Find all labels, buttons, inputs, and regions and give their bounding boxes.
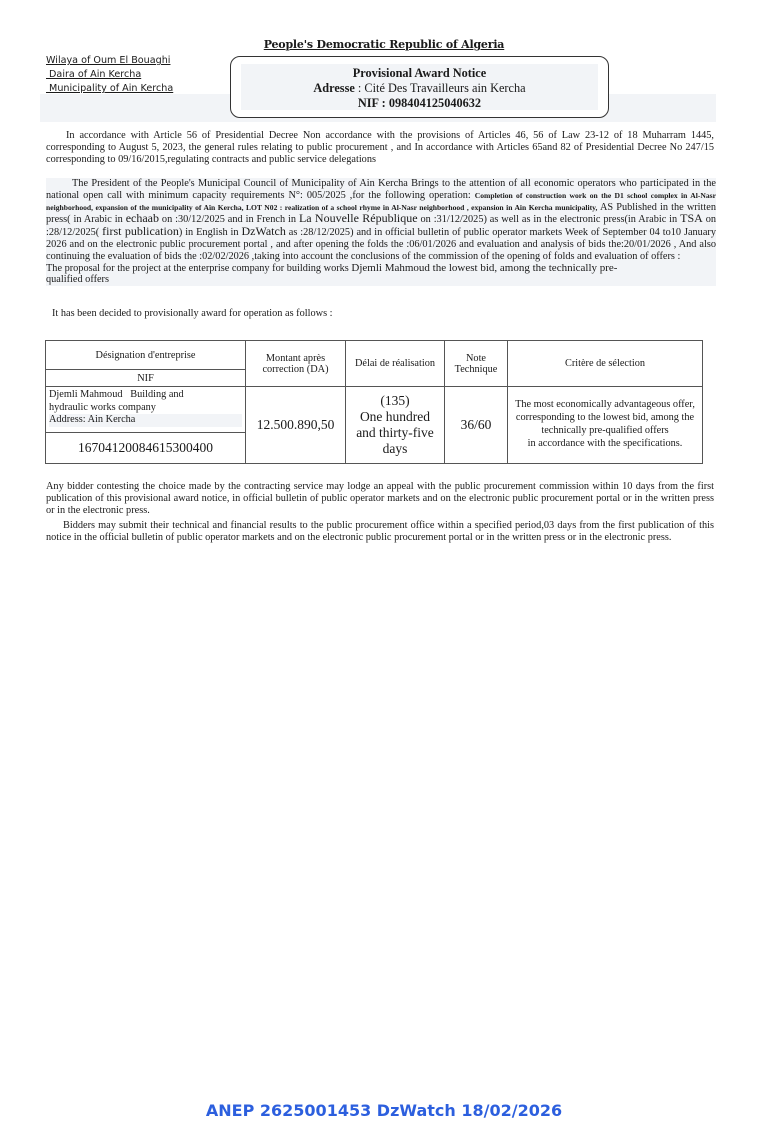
- echaab-press: echaab: [125, 211, 160, 226]
- proposal-text: The proposal for the project at the enterprise company for building works: [46, 262, 352, 274]
- header-designation: Désignation d'entreprise: [46, 341, 246, 370]
- header-note: Note Technique: [445, 341, 508, 387]
- daira-line: Daira of Ain Kercha: [46, 69, 142, 80]
- announcement-text-d: on :31/12/2025) as well as in the electronic press(in Arabic in: [417, 214, 681, 226]
- publication-reference: ANEP 2625001453 DzWatch 18/02/2026: [205, 1101, 563, 1120]
- criteria-cell: [508, 387, 703, 464]
- announcement-text-g: as :28/12/2025) and in official bulletin of public operator markets Week of September 04 to10 January 2026 and on the electronic public procurement portal , and after opening the folds the :06/01/2026 and evaluation and analysis of bids the:20/01/2026 , And also continuing the evaluation of bids the :02/02/2026 ,taking into account the conclusions of the commission of the opening of folds and evaluation of offers :: [46, 227, 716, 262]
- legal-basis-text: In accordance with Article 56 of Presidential Decree Non accordance with the provisions of Articles 46, 56 of Law 23-12 of 18 Muharram 1445, corresponding to August 5, 2023, the general rules relating to public procurement , and In accordance with Articles 65and 82 of Presidential Decree No 247/15 corresponding to 09/16/2015,regulating contracts and public service delegations: [46, 130, 714, 165]
- company-name-line2: hydraulic works company: [49, 401, 156, 413]
- appeal-paragraph: [46, 481, 714, 516]
- address-label: Adresse: [313, 81, 355, 95]
- announcement-text-c: on :30/12/2025 and in French in: [159, 214, 299, 226]
- nif-cell: 16704120084615300400: [46, 433, 246, 464]
- notice-title: Provisional Award Notice: [352, 66, 487, 80]
- legal-basis-paragraph: [46, 130, 714, 165]
- amount-cell: 12.500.890,50: [246, 387, 346, 464]
- delay-words: One hundred and thirty-five days: [356, 409, 434, 456]
- notice-address: [241, 81, 598, 96]
- company-cell: [46, 387, 246, 433]
- announcement-text-b: AS Published in the written press( in Arabic in: [46, 201, 716, 226]
- delay-number: (135): [380, 393, 410, 408]
- award-table: [45, 340, 703, 464]
- note-cell: 36/60: [445, 387, 508, 464]
- delay-cell: [346, 387, 445, 464]
- notice-box: [230, 56, 609, 118]
- announcement-text: The President of the People's Municipal Council of Municipality of Ain Kercha Brings to the attention of all economic operators who participated in the national open call with minimum capacity requirements N°: 005/2025 ,for the following operation:: [46, 178, 716, 201]
- announcement-text-e: on :28/12/2025(: [46, 214, 716, 239]
- notice-box-content: [241, 64, 598, 110]
- table-header-row: [46, 341, 703, 370]
- awarded-company-text: Djemli Mahmoud the lowest bid, among the technically pre-: [351, 261, 618, 274]
- results-text: Bidders may submit their technical and financial results to the public procurement office within a specified period,03 days from the first publication of this notice in the official bulletin of public operator markets and on the electronic public procurement portal or in the written press or in the electronic press.: [46, 520, 714, 543]
- results-paragraph: [46, 520, 714, 544]
- operation-title: Completion of construction work on the D1 school complex in Al-Nasr neighborhood, expansion of the municipality of Aïn Kercha, LOT N02 : realization of a school rhyme in Al-Nasr neighborhood , expansion in Ain Kercha municipality,: [46, 190, 716, 212]
- announcement-text-f: ) in English in: [178, 227, 242, 239]
- header-criteria: Critère de sélection: [508, 341, 703, 387]
- decision-text: It has been decided to provisionally award for operation as follows :: [52, 308, 333, 319]
- municipality-line: Municipality of Ain Kercha: [46, 83, 174, 94]
- header-amount: Montant après correction (DA): [246, 341, 346, 387]
- notice-nif: NIF : 098404125040632: [357, 96, 482, 110]
- company-address: Address: Ain Kercha: [49, 414, 242, 427]
- la-nouvelle-republique-press: La Nouvelle République: [298, 211, 418, 226]
- announcement-paragraph: [46, 178, 716, 286]
- republic-heading: People's Democratic Republic of Algeria: [263, 38, 505, 51]
- tsa-press: TSA: [680, 211, 703, 226]
- appeal-text: Any bidder contesting the choice made by the contracting service may lodge an appeal with the public procurement commission within 10 days from the first publication of this provisional award notice, in official bulletin of public operator markets and on the electronic public procurement portal or in the written press or in the electronic press.: [46, 481, 714, 516]
- proposal-text-end: qualified offers: [46, 274, 109, 286]
- dzwatch-press: DzWatch: [241, 224, 286, 239]
- criteria-tail: in accordance with the specifications.: [527, 437, 683, 449]
- decision-paragraph: [46, 308, 714, 320]
- table-row: [46, 387, 703, 433]
- address-value: : Cité Des Travailleurs ain Kercha: [354, 81, 526, 95]
- wilaya-line: Wilaya of Oum El Bouaghi: [46, 55, 171, 66]
- company-name-line1: Djemli Mahmoud Building and: [49, 389, 184, 400]
- header-nif: NIF: [46, 370, 246, 387]
- first-publication-label: first publication: [102, 224, 179, 239]
- header-delay: Délai de réalisation: [346, 341, 445, 387]
- criteria-text: The most economically advantageous offer, corresponding to the lowest bid, among the technically pre-qualified offers: [515, 399, 695, 436]
